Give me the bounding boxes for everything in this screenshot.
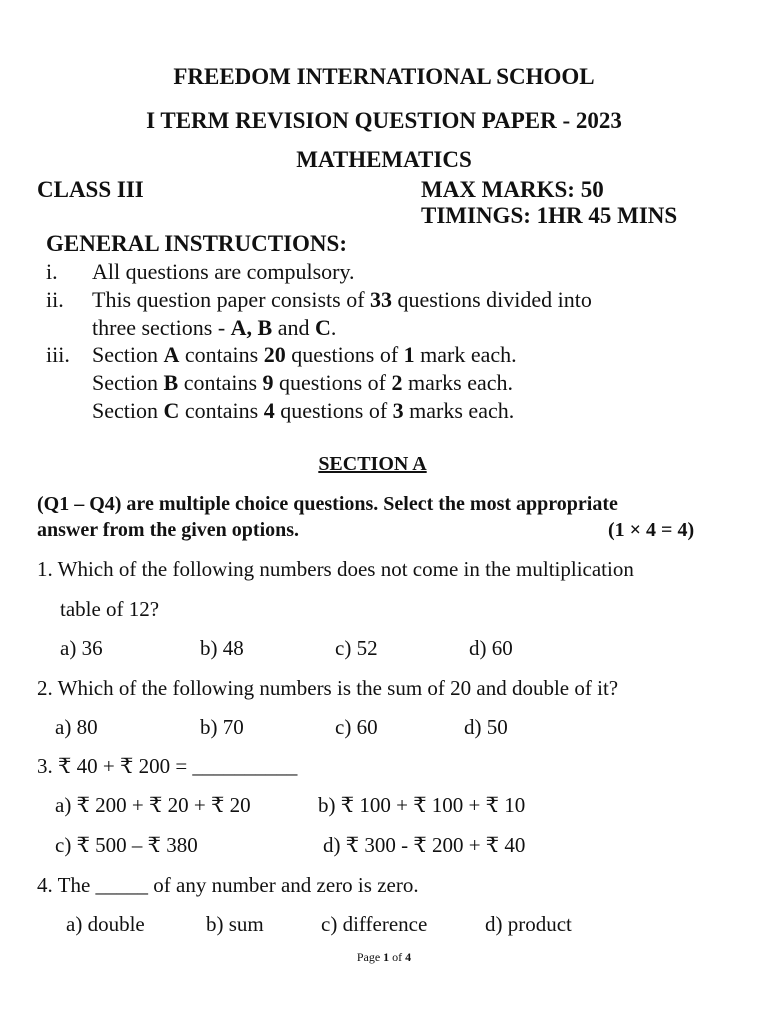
question-1: 1. Which of the following numbers does not come in the multiplication (37, 557, 634, 581)
section-c-breakdown: Section C contains 4 questions of 3 marks each. (92, 398, 515, 423)
instruction-text: This question paper consists of 33 questions divided into (92, 287, 592, 312)
mcq-instruction: (Q1 – Q4) are multiple choice questions. Select the most appropriate (37, 493, 618, 515)
paper-title: I TERM REVISION QUESTION PAPER - 2023 (146, 108, 622, 133)
instruction-number: iii. (46, 342, 70, 367)
section-a-breakdown: Section A contains 20 questions of 1 mark each. (92, 342, 517, 367)
subject-title: MATHEMATICS (296, 147, 472, 172)
instruction-number: i. (46, 259, 58, 284)
question-2: 2. Which of the following numbers is the sum of 20 and double of it? (37, 676, 619, 700)
q3-option-a: a) ₹ 200 + ₹ 20 + ₹ 20 (55, 793, 251, 817)
section-b-breakdown: Section B contains 9 questions of 2 marks each. (92, 370, 514, 395)
school-name: FREEDOM INTERNATIONAL SCHOOL (173, 64, 595, 89)
instruction-text-continued: three sections - A, B and C. (92, 315, 337, 340)
q2-option-c: c) 60 (335, 715, 378, 739)
q1-option-a: a) 36 (60, 636, 103, 660)
q3-option-b: b) ₹ 100 + ₹ 100 + ₹ 10 (318, 793, 526, 817)
class-label: CLASS III (37, 177, 144, 202)
page-number: Page 1 of 4 (356, 950, 412, 964)
q2-option-d: d) 50 (464, 715, 508, 739)
q2-option-b: b) 70 (200, 715, 244, 739)
instruction-text: All questions are compulsory. (92, 259, 355, 284)
q4-option-b: b) sum (206, 912, 264, 936)
q1-option-d: d) 60 (469, 636, 513, 660)
q4-option-d: d) product (485, 912, 572, 936)
question-4: 4. The _____ of any number and zero is zero. (37, 873, 419, 897)
q1-option-c: c) 52 (335, 636, 378, 660)
q4-option-c: c) difference (321, 912, 428, 936)
timings: TIMINGS: 1HR 45 MINS (421, 203, 678, 228)
marks-note: (1 × 4 = 4) (608, 519, 695, 541)
question-3: 3. ₹ 40 + ₹ 200 = __________ (37, 754, 298, 778)
instructions-heading: GENERAL INSTRUCTIONS: (46, 231, 347, 256)
q3-option-d: d) ₹ 300 - ₹ 200 + ₹ 40 (323, 833, 526, 857)
max-marks: MAX MARKS: 50 (421, 177, 604, 202)
section-a-title: SECTION A (318, 453, 427, 475)
mcq-instruction-continued: answer from the given options. (37, 519, 300, 541)
instruction-number: ii. (46, 287, 64, 312)
q3-option-c: c) ₹ 500 – ₹ 380 (55, 833, 198, 857)
q1-option-b: b) 48 (200, 636, 244, 660)
question-1-continued: table of 12? (60, 597, 160, 621)
q2-option-a: a) 80 (55, 715, 98, 739)
q4-option-a: a) double (66, 912, 145, 936)
